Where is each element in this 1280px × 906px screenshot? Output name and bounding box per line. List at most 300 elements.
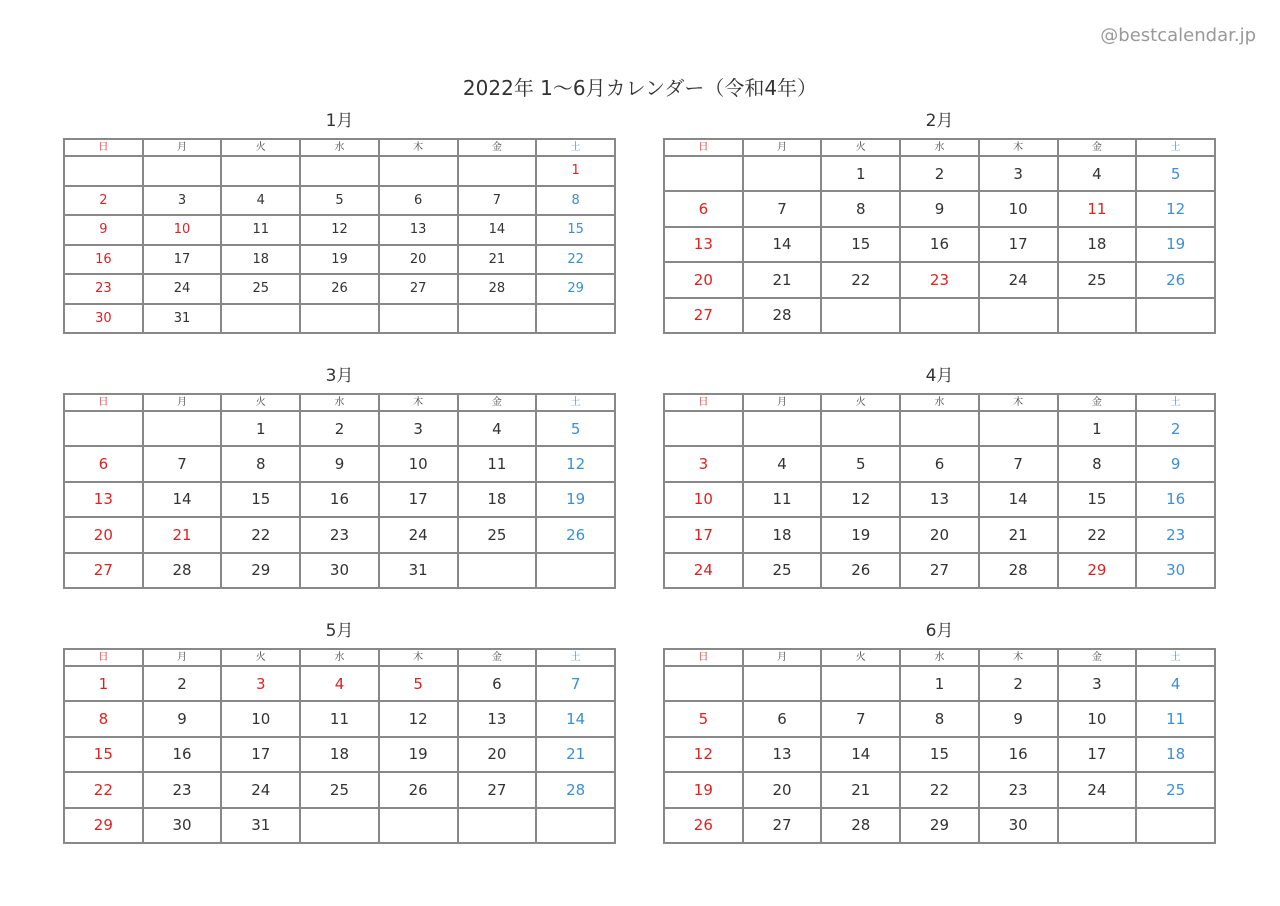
day-cell: 31 bbox=[143, 304, 222, 334]
month-table bbox=[63, 393, 616, 589]
day-cell: 3 bbox=[143, 186, 222, 216]
month-title: 3月 bbox=[325, 366, 354, 386]
empty-cell bbox=[900, 411, 979, 446]
day-cell: 29 bbox=[900, 808, 979, 843]
day-cell: 18 bbox=[300, 737, 379, 772]
day-cell: 25 bbox=[221, 274, 300, 304]
day-cell: 11 bbox=[1136, 701, 1215, 736]
day-cell: 26 bbox=[1136, 262, 1215, 297]
empty-cell bbox=[458, 304, 537, 334]
day-cell: 27 bbox=[379, 274, 458, 304]
day-cell: 6 bbox=[900, 446, 979, 481]
month-calendar bbox=[63, 110, 616, 334]
day-cell: 17 bbox=[1058, 737, 1137, 772]
empty-cell bbox=[900, 298, 979, 333]
day-cell: 3 bbox=[664, 446, 743, 481]
day-cell: 22 bbox=[821, 262, 900, 297]
day-cell: 5 bbox=[821, 446, 900, 481]
month-table bbox=[663, 393, 1216, 589]
month-table bbox=[663, 648, 1216, 844]
empty-cell bbox=[979, 411, 1058, 446]
day-cell: 6 bbox=[743, 701, 822, 736]
week-row bbox=[64, 446, 615, 481]
empty-cell bbox=[64, 156, 143, 186]
day-cell: 14 bbox=[821, 737, 900, 772]
day-cell: 18 bbox=[1136, 737, 1215, 772]
day-cell: 29 bbox=[1058, 553, 1137, 588]
day-cell: 30 bbox=[64, 304, 143, 334]
day-cell: 7 bbox=[743, 191, 822, 226]
weekday-header: 水 bbox=[300, 139, 379, 156]
day-cell: 7 bbox=[143, 446, 222, 481]
weekday-header: 金 bbox=[1058, 394, 1137, 411]
day-cell: 23 bbox=[143, 772, 222, 807]
day-cell: 15 bbox=[1058, 482, 1137, 517]
day-cell: 26 bbox=[300, 274, 379, 304]
day-cell: 10 bbox=[664, 482, 743, 517]
empty-cell bbox=[300, 808, 379, 843]
day-cell: 24 bbox=[379, 517, 458, 552]
day-cell: 10 bbox=[221, 701, 300, 736]
weekday-header: 火 bbox=[821, 394, 900, 411]
day-cell: 6 bbox=[458, 666, 537, 701]
weekday-header: 土 bbox=[1136, 394, 1215, 411]
day-cell: 19 bbox=[1136, 227, 1215, 262]
weekday-header: 月 bbox=[143, 139, 222, 156]
day-cell: 28 bbox=[821, 808, 900, 843]
weekday-header: 水 bbox=[300, 394, 379, 411]
weekday-header: 木 bbox=[379, 649, 458, 666]
empty-cell bbox=[458, 156, 537, 186]
day-cell: 28 bbox=[458, 274, 537, 304]
empty-cell bbox=[664, 156, 743, 191]
month-title: 6月 bbox=[925, 621, 954, 641]
day-cell: 29 bbox=[64, 808, 143, 843]
empty-cell bbox=[536, 808, 615, 843]
day-cell: 13 bbox=[64, 482, 143, 517]
day-cell: 6 bbox=[664, 191, 743, 226]
day-cell: 27 bbox=[664, 298, 743, 333]
weekday-header: 金 bbox=[458, 649, 537, 666]
week-row bbox=[64, 482, 615, 517]
day-cell: 19 bbox=[300, 245, 379, 275]
week-row bbox=[64, 553, 615, 588]
month-title: 2月 bbox=[925, 111, 954, 131]
day-cell: 12 bbox=[1136, 191, 1215, 226]
day-cell: 12 bbox=[664, 737, 743, 772]
day-cell: 5 bbox=[536, 411, 615, 446]
month-table bbox=[63, 138, 616, 334]
day-cell: 27 bbox=[458, 772, 537, 807]
day-cell: 10 bbox=[1058, 701, 1137, 736]
weekday-header: 金 bbox=[458, 394, 537, 411]
day-cell: 9 bbox=[64, 215, 143, 245]
weekday-header: 日 bbox=[664, 649, 743, 666]
day-cell: 22 bbox=[1058, 517, 1137, 552]
week-row bbox=[664, 772, 1215, 807]
day-cell: 10 bbox=[379, 446, 458, 481]
day-cell: 22 bbox=[900, 772, 979, 807]
month-title: 5月 bbox=[325, 621, 354, 641]
day-cell: 23 bbox=[1136, 517, 1215, 552]
day-cell: 13 bbox=[458, 701, 537, 736]
day-cell: 22 bbox=[536, 245, 615, 275]
weekday-header: 火 bbox=[221, 139, 300, 156]
day-cell: 20 bbox=[743, 772, 822, 807]
day-cell: 4 bbox=[1136, 666, 1215, 701]
day-cell: 24 bbox=[664, 553, 743, 588]
weekday-header: 日 bbox=[664, 394, 743, 411]
day-cell: 29 bbox=[536, 274, 615, 304]
weekday-header: 土 bbox=[1136, 649, 1215, 666]
month-table bbox=[63, 648, 616, 844]
day-cell: 14 bbox=[743, 227, 822, 262]
day-cell: 16 bbox=[1136, 482, 1215, 517]
day-cell: 3 bbox=[379, 411, 458, 446]
day-cell: 25 bbox=[743, 553, 822, 588]
day-cell: 14 bbox=[536, 701, 615, 736]
empty-cell bbox=[743, 156, 822, 191]
weekday-header: 火 bbox=[221, 649, 300, 666]
day-cell: 8 bbox=[221, 446, 300, 481]
empty-cell bbox=[143, 411, 222, 446]
day-cell: 9 bbox=[900, 191, 979, 226]
week-row bbox=[664, 298, 1215, 333]
day-cell: 17 bbox=[664, 517, 743, 552]
week-row bbox=[64, 701, 615, 736]
week-row bbox=[664, 191, 1215, 226]
empty-cell bbox=[221, 156, 300, 186]
weekday-header: 水 bbox=[300, 649, 379, 666]
day-cell: 15 bbox=[821, 227, 900, 262]
empty-cell bbox=[379, 808, 458, 843]
day-cell: 23 bbox=[300, 517, 379, 552]
week-row bbox=[664, 482, 1215, 517]
day-cell: 26 bbox=[664, 808, 743, 843]
week-row bbox=[64, 156, 615, 186]
day-cell: 13 bbox=[900, 482, 979, 517]
week-row bbox=[664, 737, 1215, 772]
day-cell: 17 bbox=[979, 227, 1058, 262]
weekday-header: 土 bbox=[1136, 139, 1215, 156]
day-cell: 11 bbox=[743, 482, 822, 517]
day-cell: 18 bbox=[221, 245, 300, 275]
day-cell: 21 bbox=[458, 245, 537, 275]
day-cell: 14 bbox=[979, 482, 1058, 517]
day-cell: 15 bbox=[536, 215, 615, 245]
empty-cell bbox=[979, 298, 1058, 333]
day-cell: 11 bbox=[1058, 191, 1137, 226]
day-cell: 6 bbox=[64, 446, 143, 481]
weekday-header: 日 bbox=[664, 139, 743, 156]
weekday-header: 金 bbox=[1058, 649, 1137, 666]
day-cell: 5 bbox=[300, 186, 379, 216]
day-cell: 20 bbox=[64, 517, 143, 552]
day-cell: 16 bbox=[979, 737, 1058, 772]
month-calendar bbox=[63, 365, 616, 589]
empty-cell bbox=[664, 666, 743, 701]
day-cell: 28 bbox=[143, 553, 222, 588]
day-cell: 6 bbox=[379, 186, 458, 216]
month-title: 1月 bbox=[325, 111, 354, 131]
day-cell: 24 bbox=[143, 274, 222, 304]
day-cell: 4 bbox=[458, 411, 537, 446]
day-cell: 8 bbox=[536, 186, 615, 216]
week-row bbox=[64, 274, 615, 304]
day-cell: 30 bbox=[979, 808, 1058, 843]
week-row bbox=[664, 808, 1215, 843]
week-row bbox=[664, 411, 1215, 446]
day-cell: 26 bbox=[821, 553, 900, 588]
day-cell: 18 bbox=[458, 482, 537, 517]
day-cell: 20 bbox=[458, 737, 537, 772]
day-cell: 7 bbox=[536, 666, 615, 701]
day-cell: 22 bbox=[221, 517, 300, 552]
day-cell: 7 bbox=[821, 701, 900, 736]
day-cell: 12 bbox=[300, 215, 379, 245]
day-cell: 7 bbox=[458, 186, 537, 216]
empty-cell bbox=[1136, 808, 1215, 843]
weekday-header: 木 bbox=[979, 649, 1058, 666]
weekday-header: 金 bbox=[458, 139, 537, 156]
week-row bbox=[664, 666, 1215, 701]
week-row bbox=[64, 517, 615, 552]
day-cell: 27 bbox=[64, 553, 143, 588]
week-row bbox=[664, 701, 1215, 736]
empty-cell bbox=[64, 411, 143, 446]
day-cell: 8 bbox=[821, 191, 900, 226]
day-cell: 30 bbox=[1136, 553, 1215, 588]
day-cell: 4 bbox=[743, 446, 822, 481]
month-table bbox=[663, 138, 1216, 334]
day-cell: 1 bbox=[1058, 411, 1137, 446]
day-cell: 1 bbox=[221, 411, 300, 446]
empty-cell bbox=[300, 156, 379, 186]
month-title: 4月 bbox=[925, 366, 954, 386]
weekday-header: 木 bbox=[979, 139, 1058, 156]
day-cell: 2 bbox=[1136, 411, 1215, 446]
day-cell: 18 bbox=[1058, 227, 1137, 262]
day-cell: 11 bbox=[300, 701, 379, 736]
day-cell: 2 bbox=[900, 156, 979, 191]
weekday-header: 月 bbox=[743, 394, 822, 411]
day-cell: 25 bbox=[1136, 772, 1215, 807]
empty-cell bbox=[221, 304, 300, 334]
day-cell: 10 bbox=[143, 215, 222, 245]
day-cell: 16 bbox=[64, 245, 143, 275]
week-row bbox=[64, 808, 615, 843]
week-row bbox=[664, 446, 1215, 481]
day-cell: 24 bbox=[221, 772, 300, 807]
day-cell: 20 bbox=[664, 262, 743, 297]
day-cell: 4 bbox=[221, 186, 300, 216]
week-row bbox=[64, 772, 615, 807]
day-cell: 9 bbox=[300, 446, 379, 481]
empty-cell bbox=[379, 156, 458, 186]
empty-cell bbox=[664, 411, 743, 446]
day-cell: 31 bbox=[221, 808, 300, 843]
day-cell: 14 bbox=[458, 215, 537, 245]
day-cell: 19 bbox=[379, 737, 458, 772]
week-row bbox=[664, 517, 1215, 552]
day-cell: 25 bbox=[1058, 262, 1137, 297]
day-cell: 26 bbox=[379, 772, 458, 807]
day-cell: 16 bbox=[300, 482, 379, 517]
day-cell: 1 bbox=[536, 156, 615, 186]
week-row bbox=[64, 304, 615, 334]
weekday-header: 金 bbox=[1058, 139, 1137, 156]
day-cell: 31 bbox=[379, 553, 458, 588]
day-cell: 27 bbox=[900, 553, 979, 588]
weekday-header: 水 bbox=[900, 139, 979, 156]
day-cell: 9 bbox=[979, 701, 1058, 736]
empty-cell bbox=[458, 553, 537, 588]
empty-cell bbox=[1136, 298, 1215, 333]
day-cell: 3 bbox=[979, 156, 1058, 191]
day-cell: 19 bbox=[664, 772, 743, 807]
day-cell: 11 bbox=[221, 215, 300, 245]
empty-cell bbox=[300, 304, 379, 334]
day-cell: 24 bbox=[979, 262, 1058, 297]
empty-cell bbox=[743, 411, 822, 446]
day-cell: 28 bbox=[979, 553, 1058, 588]
weekday-header: 木 bbox=[979, 394, 1058, 411]
day-cell: 5 bbox=[379, 666, 458, 701]
day-cell: 30 bbox=[300, 553, 379, 588]
day-cell: 2 bbox=[64, 186, 143, 216]
month-calendar bbox=[663, 365, 1216, 589]
day-cell: 15 bbox=[900, 737, 979, 772]
day-cell: 8 bbox=[900, 701, 979, 736]
month-calendar bbox=[663, 110, 1216, 334]
day-cell: 10 bbox=[979, 191, 1058, 226]
day-cell: 13 bbox=[379, 215, 458, 245]
weekday-header: 月 bbox=[143, 394, 222, 411]
day-cell: 29 bbox=[221, 553, 300, 588]
weekday-header: 火 bbox=[821, 139, 900, 156]
day-cell: 7 bbox=[979, 446, 1058, 481]
empty-cell bbox=[458, 808, 537, 843]
day-cell: 19 bbox=[536, 482, 615, 517]
day-cell: 9 bbox=[1136, 446, 1215, 481]
day-cell: 15 bbox=[221, 482, 300, 517]
day-cell: 21 bbox=[821, 772, 900, 807]
day-cell: 21 bbox=[143, 517, 222, 552]
empty-cell bbox=[821, 411, 900, 446]
day-cell: 27 bbox=[743, 808, 822, 843]
site-watermark: @bestcalendar.jp bbox=[1100, 25, 1256, 46]
empty-cell bbox=[821, 298, 900, 333]
empty-cell bbox=[1058, 808, 1137, 843]
weekday-header: 火 bbox=[221, 394, 300, 411]
day-cell: 24 bbox=[1058, 772, 1137, 807]
week-row bbox=[664, 262, 1215, 297]
weekday-header: 木 bbox=[379, 394, 458, 411]
day-cell: 17 bbox=[143, 245, 222, 275]
day-cell: 25 bbox=[300, 772, 379, 807]
day-cell: 9 bbox=[143, 701, 222, 736]
day-cell: 1 bbox=[821, 156, 900, 191]
day-cell: 1 bbox=[900, 666, 979, 701]
weekday-header: 日 bbox=[64, 394, 143, 411]
day-cell: 25 bbox=[458, 517, 537, 552]
empty-cell bbox=[536, 304, 615, 334]
empty-cell bbox=[1058, 298, 1137, 333]
day-cell: 21 bbox=[979, 517, 1058, 552]
empty-cell bbox=[379, 304, 458, 334]
weekday-header: 土 bbox=[536, 649, 615, 666]
day-cell: 3 bbox=[221, 666, 300, 701]
day-cell: 11 bbox=[458, 446, 537, 481]
day-cell: 23 bbox=[64, 274, 143, 304]
week-row bbox=[664, 156, 1215, 191]
month-calendar bbox=[663, 620, 1216, 844]
day-cell: 20 bbox=[900, 517, 979, 552]
empty-cell bbox=[536, 553, 615, 588]
day-cell: 16 bbox=[143, 737, 222, 772]
empty-cell bbox=[743, 666, 822, 701]
weekday-header: 水 bbox=[900, 394, 979, 411]
page-title: 2022年 1〜6月カレンダー（令和4年） bbox=[462, 76, 818, 100]
week-row bbox=[64, 737, 615, 772]
day-cell: 12 bbox=[379, 701, 458, 736]
day-cell: 5 bbox=[664, 701, 743, 736]
day-cell: 2 bbox=[300, 411, 379, 446]
week-row bbox=[64, 186, 615, 216]
day-cell: 1 bbox=[64, 666, 143, 701]
weekday-header: 木 bbox=[379, 139, 458, 156]
empty-cell bbox=[821, 666, 900, 701]
week-row bbox=[664, 553, 1215, 588]
day-cell: 20 bbox=[379, 245, 458, 275]
day-cell: 13 bbox=[743, 737, 822, 772]
day-cell: 15 bbox=[64, 737, 143, 772]
day-cell: 5 bbox=[1136, 156, 1215, 191]
weekday-header: 水 bbox=[900, 649, 979, 666]
weekday-header: 土 bbox=[536, 394, 615, 411]
weekday-header: 月 bbox=[743, 139, 822, 156]
week-row bbox=[64, 215, 615, 245]
day-cell: 18 bbox=[743, 517, 822, 552]
weekday-header: 日 bbox=[64, 649, 143, 666]
day-cell: 16 bbox=[900, 227, 979, 262]
day-cell: 12 bbox=[536, 446, 615, 481]
day-cell: 19 bbox=[821, 517, 900, 552]
day-cell: 23 bbox=[979, 772, 1058, 807]
day-cell: 4 bbox=[300, 666, 379, 701]
day-cell: 22 bbox=[64, 772, 143, 807]
week-row bbox=[64, 666, 615, 701]
weekday-header: 月 bbox=[743, 649, 822, 666]
day-cell: 2 bbox=[979, 666, 1058, 701]
weekday-header: 土 bbox=[536, 139, 615, 156]
day-cell: 17 bbox=[379, 482, 458, 517]
week-row bbox=[664, 227, 1215, 262]
day-cell: 28 bbox=[536, 772, 615, 807]
month-calendar bbox=[63, 620, 616, 844]
day-cell: 13 bbox=[664, 227, 743, 262]
day-cell: 21 bbox=[536, 737, 615, 772]
empty-cell bbox=[143, 156, 222, 186]
day-cell: 4 bbox=[1058, 156, 1137, 191]
weekday-header: 火 bbox=[821, 649, 900, 666]
day-cell: 8 bbox=[1058, 446, 1137, 481]
weekday-header: 月 bbox=[143, 649, 222, 666]
day-cell: 21 bbox=[743, 262, 822, 297]
week-row bbox=[64, 411, 615, 446]
day-cell: 8 bbox=[64, 701, 143, 736]
day-cell: 12 bbox=[821, 482, 900, 517]
